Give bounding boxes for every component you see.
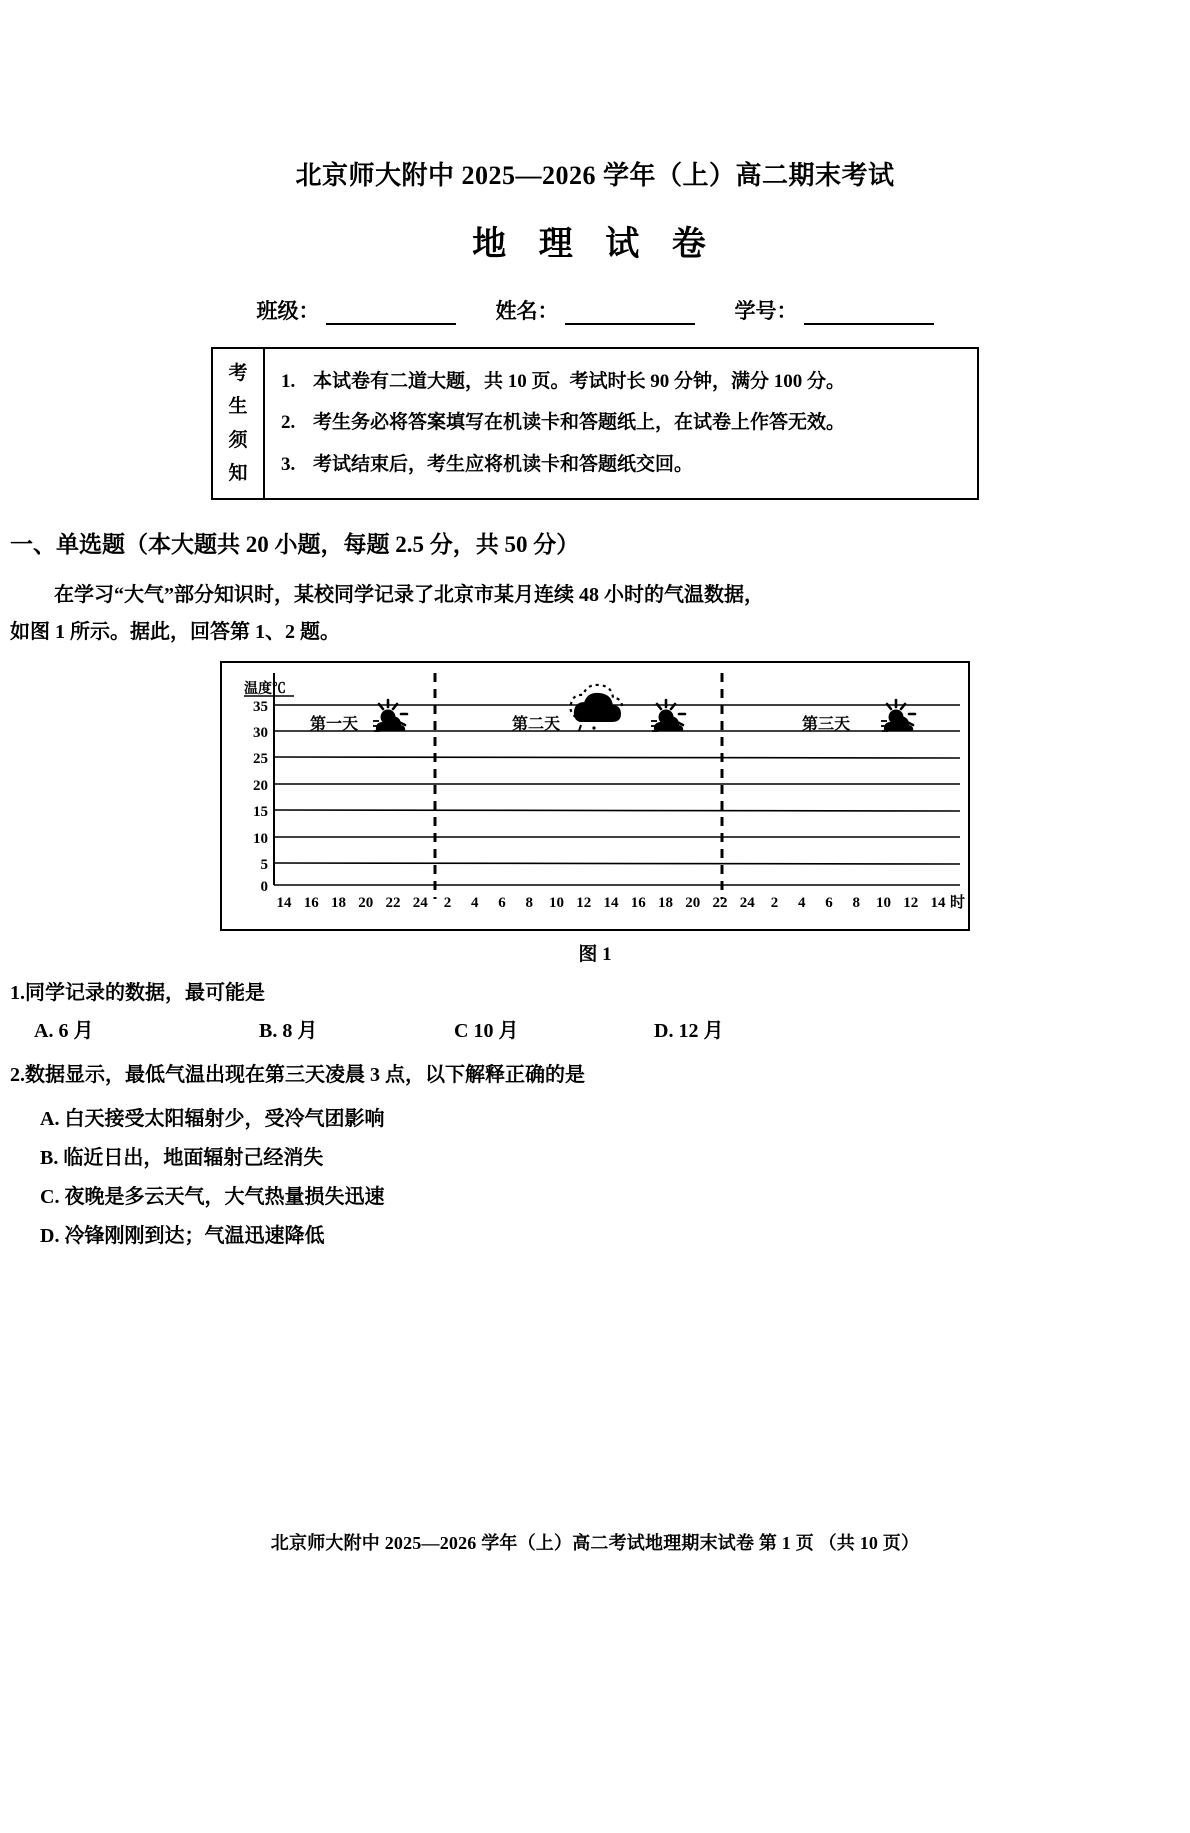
page-title: 北京师大附中 2025—2026 学年（上）高二期末考试	[295, 161, 895, 190]
x-tick-label: 18	[658, 895, 673, 911]
svg-text:35: 35	[253, 699, 268, 715]
x-tick-label: 14	[930, 895, 946, 911]
question-1-stem	[10, 976, 1190, 1010]
x-tick-label: 12	[576, 895, 592, 911]
temperature-line-chart	[222, 663, 968, 929]
section-heading: 一、单选题（本大题共 20 小题，每题 2.5 分，共 50 分）	[10, 532, 580, 557]
notice-item-text: 考生务必将答案填写在机读卡和答题纸上，在试卷上作答无效。	[313, 412, 846, 434]
notice-side-char-4: 知	[228, 462, 248, 484]
cloud-icon	[571, 685, 622, 731]
question-2	[10, 1058, 1190, 1256]
question-2-text: 数据显示，最低气温出现在第三天凌晨 3 点，以下解释正确的是	[25, 1064, 585, 1086]
name-field[interactable]	[496, 295, 695, 325]
x-tick-label: 2	[443, 895, 452, 911]
candidate-notice-box	[211, 347, 979, 500]
option-a[interactable]: A. 6 月	[34, 1020, 94, 1042]
passage-block	[10, 577, 1182, 651]
class-label: 班级：	[256, 299, 320, 323]
figure-caption: 图 1	[578, 944, 612, 965]
y-axis-label: 温度℃	[244, 680, 286, 696]
notice-item-text: 考试结束后，考生应将机读卡和答题纸交回。	[313, 453, 694, 475]
notice-side-char-2: 生	[228, 396, 248, 418]
svg-text:20: 20	[253, 778, 268, 794]
x-tick-label: 2	[770, 895, 779, 911]
x-tick-label: 16	[630, 895, 646, 911]
question-1-number: 1.	[10, 982, 25, 1004]
x-tick-label: 24	[412, 895, 428, 911]
page-footer: 北京师大附中 2025—2026 学年（上）高二考试地理期末试卷 第 1 页 （共 10 页）	[270, 1533, 920, 1553]
question-2-number: 2.	[10, 1064, 25, 1086]
notice-side-label	[213, 349, 265, 498]
x-tick-label: 12	[903, 895, 919, 911]
student-id-input-blank[interactable]	[804, 305, 934, 325]
x-tick-label: 10	[549, 895, 564, 911]
x-tick-label: 8	[852, 895, 861, 911]
x-tick-label: 22	[712, 895, 728, 911]
notice-item-text: 本试卷有二道大题，共 10 页。考试时长 90 分钟，满分 100 分。	[313, 370, 846, 392]
question-1-text: 同学记录的数据，最可能是	[25, 982, 265, 1004]
svg-text:0: 0	[260, 879, 268, 895]
svg-text:15: 15	[253, 804, 268, 820]
notice-item	[281, 404, 963, 443]
x-tick-label: 24	[739, 895, 755, 911]
question-1	[10, 976, 1190, 1048]
x-tick-label: 10	[876, 895, 891, 911]
x-tick-label: 8	[525, 895, 534, 911]
notice-item-number: 3.	[281, 453, 296, 475]
notice-item-number: 2.	[281, 412, 296, 434]
student-id-label: 学号：	[734, 299, 798, 323]
x-tick-label: 18	[331, 895, 346, 911]
day-label-2: 第二天	[512, 716, 561, 733]
name-input-blank[interactable]	[565, 305, 695, 325]
y-tick-labels	[253, 699, 268, 895]
option-b[interactable]: B. 临近日出，地面辐射己经消失	[40, 1147, 324, 1169]
notice-item	[281, 446, 963, 485]
notice-item	[281, 363, 963, 402]
figure-1-frame	[220, 661, 970, 931]
option-a[interactable]: A. 白天接受太阳辐射少，受冷气团影响	[40, 1108, 385, 1130]
figure-1	[220, 661, 970, 966]
option-d[interactable]: D. 冷锋刚刚到达；气温迅速降低	[40, 1225, 325, 1247]
x-tick-label: 20	[358, 895, 374, 911]
x-tick-label: 4	[798, 895, 806, 911]
svg-text:30: 30	[253, 725, 268, 741]
svg-text:25: 25	[253, 751, 268, 767]
question-2-options	[40, 1100, 1190, 1256]
identity-row	[0, 295, 1190, 325]
option-c[interactable]: C 10 月	[454, 1020, 519, 1042]
notice-item-number: 1.	[281, 370, 296, 392]
x-axis-unit-label: 时	[950, 895, 966, 911]
day-label-1: 第一天	[310, 716, 359, 733]
class-input-blank[interactable]	[326, 305, 456, 325]
option-c[interactable]: C. 夜晚是多云天气，大气热量损失迅速	[40, 1186, 385, 1208]
x-tick-label: 14	[603, 895, 619, 911]
x-tick-label: 14	[276, 895, 292, 911]
x-tick-labels	[277, 895, 947, 911]
x-tick-label: 22	[385, 895, 401, 911]
passage-line-1: 在学习“大气”部分知识时，某校同学记录了北京市某月连续 48 小时的气温数据，	[54, 584, 764, 606]
passage-line-2: 如图 1 所示。据此，回答第 1、2 题。	[10, 621, 340, 643]
x-tick-label: 6	[825, 895, 833, 911]
x-tick-label: 16	[303, 895, 319, 911]
option-d[interactable]: D. 12 月	[654, 1020, 724, 1042]
student-id-field[interactable]	[735, 295, 934, 325]
subject-title: 地 理 试 卷	[472, 226, 718, 263]
svg-text:10: 10	[253, 831, 268, 847]
option-b[interactable]: B. 8 月	[259, 1020, 318, 1042]
x-tick-label: 4	[471, 895, 479, 911]
question-2-stem	[10, 1058, 1190, 1092]
notice-side-char-1: 考	[228, 363, 248, 384]
name-label: 姓名：	[495, 299, 559, 323]
notice-side-char-3: 须	[228, 429, 248, 451]
x-tick-label: 6	[498, 895, 506, 911]
svg-text:5: 5	[260, 857, 268, 873]
day-label-3: 第三天	[802, 716, 851, 733]
class-field[interactable]	[257, 295, 456, 325]
notice-item-list	[265, 349, 977, 498]
question-1-options	[34, 1014, 1190, 1048]
exam-page	[0, 155, 1190, 1833]
x-tick-label: 20	[685, 895, 701, 911]
